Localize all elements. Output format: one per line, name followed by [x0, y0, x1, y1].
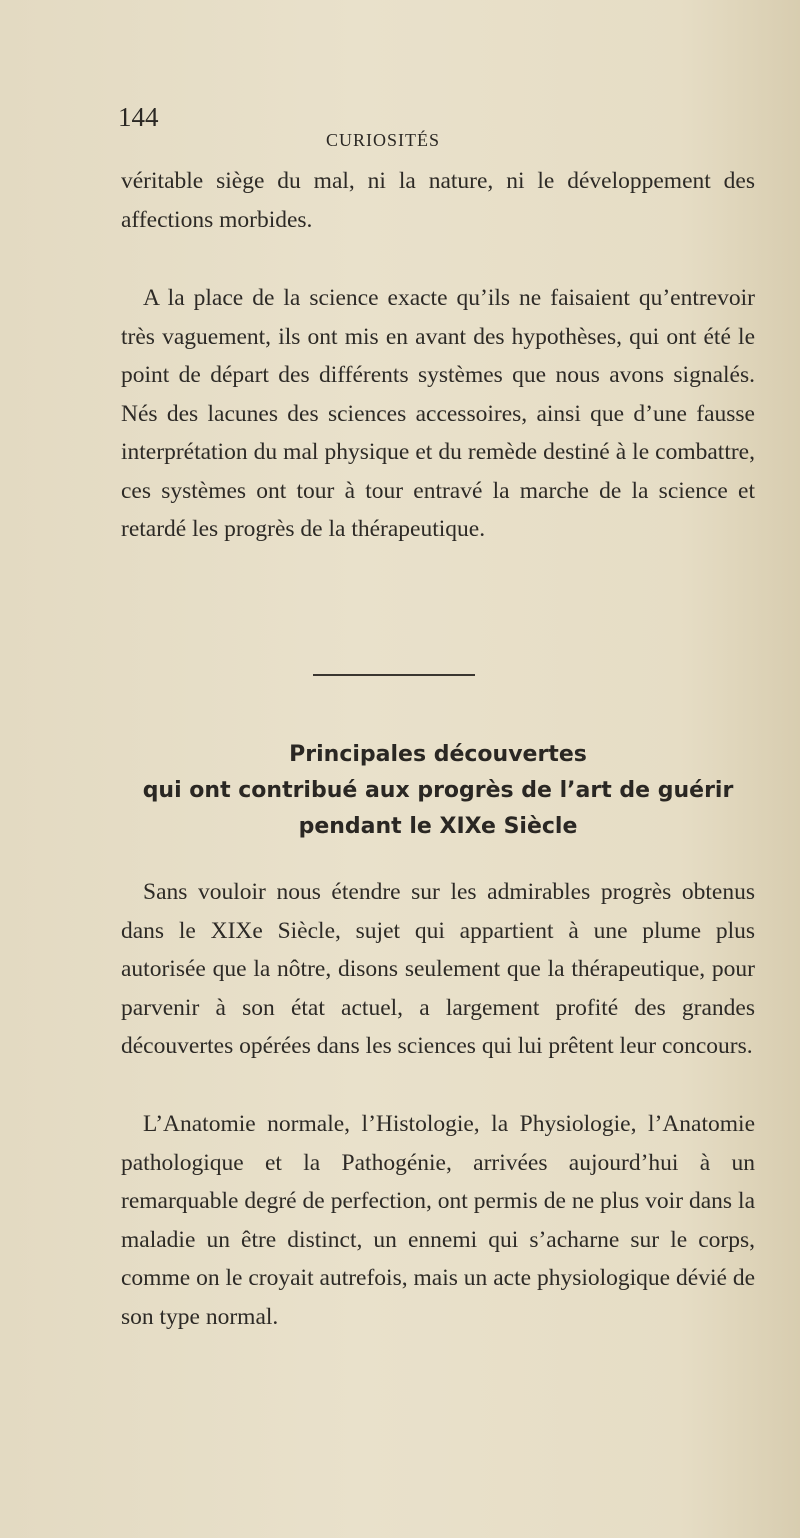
- section-title-line: pendant le XIXe Siècle: [298, 814, 578, 839]
- section-title-line: qui ont contribué aux progrès de l’art de guérir: [142, 778, 734, 803]
- paragraph: L’Anatomie normale, l’Histologie, la Physiologie, l’Anatomie pathologique et la Pathogénie, arrivées aujourd’hui à un remarquable degré de perfection, ont permis de ne plus voir dans la maladie un être distinct, un ennemi qui s’acharne sur le corps, comme on le croyait autrefois, mais un acte physiologique dévié de son type normal.: [121, 1111, 755, 1330]
- paragraph: A la place de la science exacte qu’ils ne faisaient qu’entrevoir très vaguement, ils ont mis en avant des hypothèses, qui ont été le point de départ des différents systèmes que nous avons signalés. Nés des lacunes des sciences accessoires, ainsi que d’une fausse interprétation du mal physique et du remède destiné à le combattre, ces systèmes ont tour à tour entravé la marche de la science et retardé les progrès de la thérapeutique.: [121, 285, 755, 542]
- section-title: [121, 737, 755, 845]
- page-number: 144: [118, 102, 159, 132]
- paragraph: véritable siège du mal, ni la nature, ni le développement des affections morbides.: [121, 168, 755, 233]
- paragraph: Sans vouloir nous étendre sur les admirables progrès obtenus dans le XIXe Siècle, sujet qui appartient à une plume plus autorisée que la nôtre, disons seulement que la thérapeutique, pour parvenir à son état actuel, a largement profité des grandes découvertes opérées dans les sciences qui lui prêtent leur concours.: [121, 879, 755, 1059]
- section-title-line: Principales découvertes: [289, 742, 587, 767]
- running-head: CURIOSITÉS: [326, 130, 441, 150]
- section-divider: [313, 674, 475, 676]
